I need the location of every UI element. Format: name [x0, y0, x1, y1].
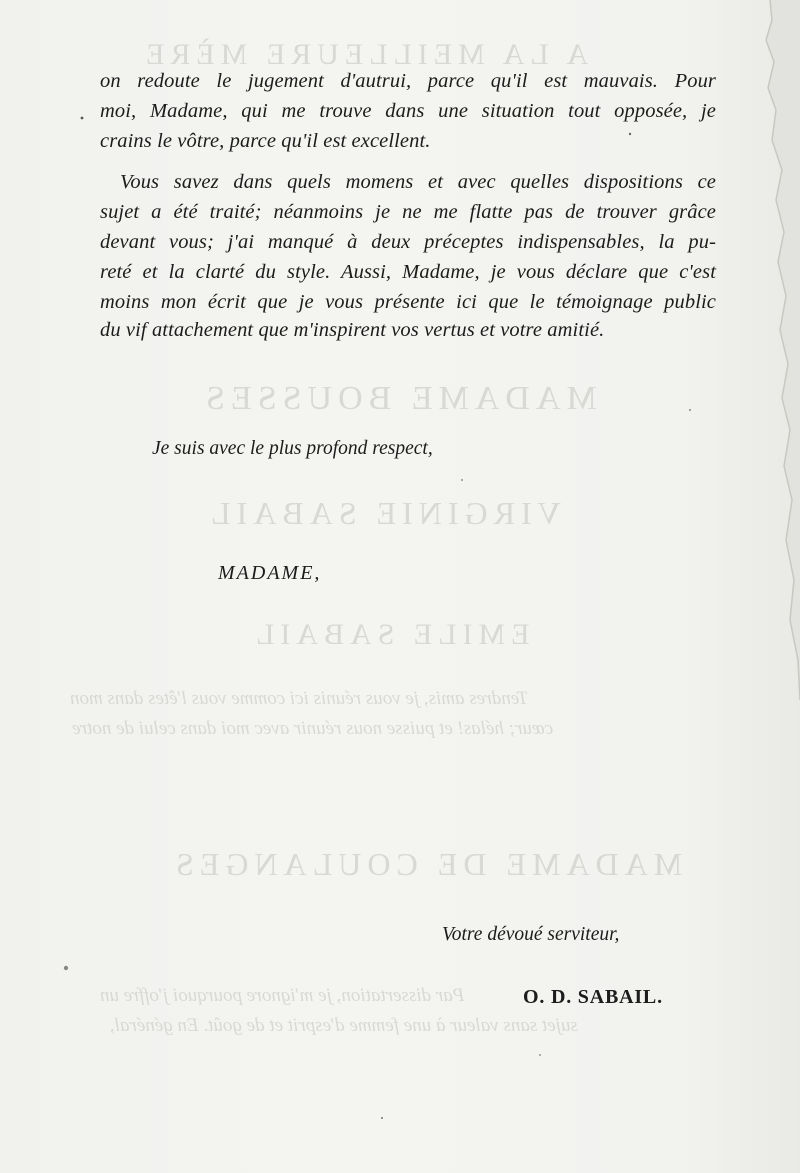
paragraph-1-line-3: crains le vôtre, parce qu'il est excellent.	[100, 130, 431, 152]
paragraph-2-line-4: reté et la clarté du style. Aussi, Madame, je vous déclare que c'est	[100, 261, 716, 283]
paragraph-2-line-1: Vous savez dans quels momens et avec quelles dispositions ce	[120, 171, 716, 193]
show-through-heading: MADAME BOUSSES	[200, 380, 597, 417]
show-through-heading: A LA MEILLEURE MÈRE	[140, 38, 589, 71]
paragraph-2-line-6: du vif attachement que m'inspirent vos vertus et votre amitié.	[100, 319, 605, 341]
salutation-madame: MADAME,	[218, 562, 322, 584]
paragraph-2-line-5: moins mon écrit que je vous présente ici que le témoignage public	[100, 291, 716, 313]
show-through-text: Tendres amis, je vous réunis ici comme vous l'êtes dans mon	[70, 688, 529, 709]
closing-respect: Je suis avec le plus profond respect,	[152, 438, 433, 459]
show-through-heading: VIRGINIE SABAIL	[205, 495, 561, 531]
show-through-text: Par dissertation, je m'ignore pourquoi j'offre un	[100, 985, 465, 1006]
show-through-text: cœur; hélas! et puisse nous réunir avec moi dans celui de notre	[72, 718, 554, 739]
show-through-heading: EMILE SABAIL	[250, 618, 530, 651]
paragraph-1-line-1: on redoute le jugement d'autrui, parce qu'il est mauvais. Pour	[100, 70, 716, 92]
closing-servant: Votre dévoué serviteur,	[442, 924, 620, 945]
show-through-text: sujet sans valeur à une femme d'esprit et de goût. En général,	[110, 1015, 578, 1036]
show-through-heading: MADAME DE COULANGES	[170, 846, 683, 882]
paragraph-2-line-2: sujet a été traité; néanmoins je ne me flatte pas de trouver grâce	[100, 201, 716, 223]
paragraph-1-line-2: moi, Madame, qui me trouve dans une situation tout opposée, je	[100, 100, 716, 122]
torn-page-edge	[710, 0, 800, 1173]
signature: O. D. SABAIL.	[523, 986, 663, 1008]
paragraph-2-line-3: devant vous; j'ai manqué à deux préceptes indispensables, la pu-	[100, 231, 716, 253]
